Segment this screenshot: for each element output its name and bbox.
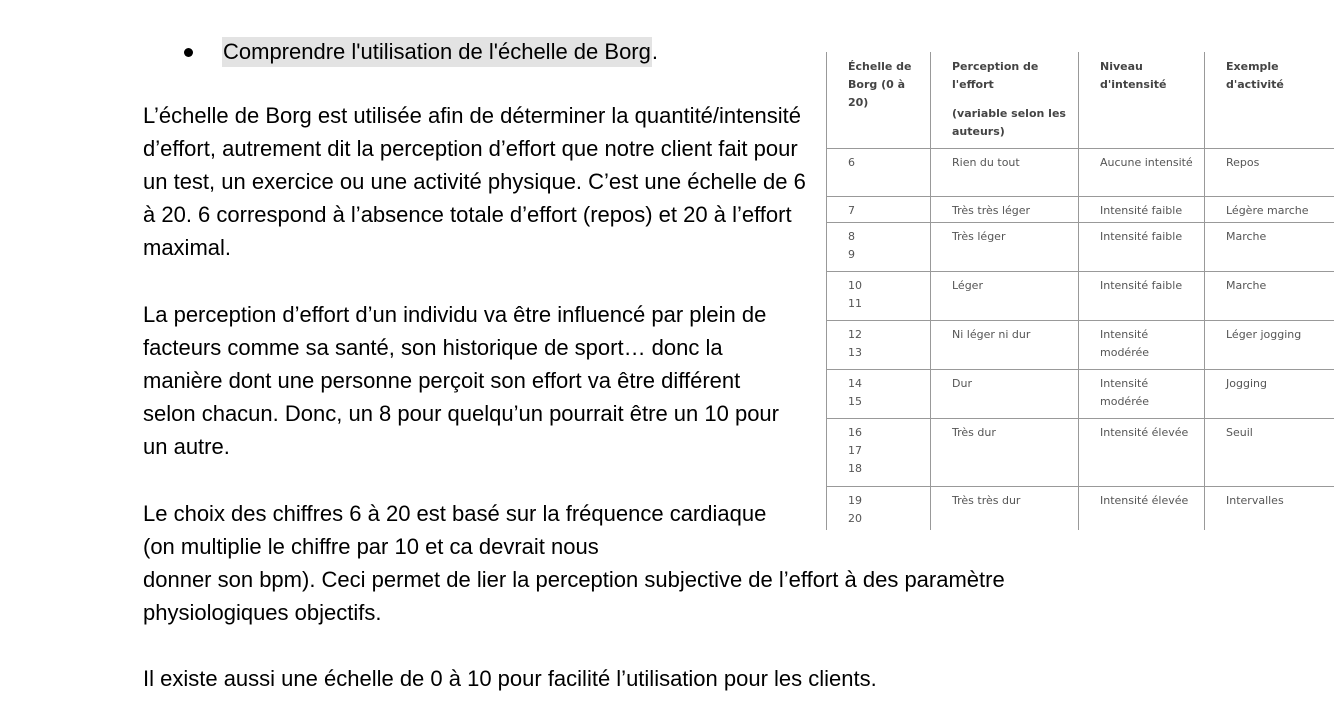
paragraph-borg-definition: L’échelle de Borg est utilisée afin de déterminer la quantité/intensité d’effort, autrement dit la perception d’effort que notre client fait pour un test, un exercice ou une activité physique. C’est une échelle de 6 à 20. 6 correspond à l’absence totale d’effort (repos) et 20 à l’effort maximal. — [143, 103, 806, 260]
bullet-text: Comprendre l'utilisation de l'échelle de Borg — [222, 37, 652, 67]
cell-perception: Très très dur — [931, 487, 1079, 531]
paragraph-heart-rate-part1: Le choix des chiffres 6 à 20 est basé sur la fréquence cardiaque (on multiplie le chiffre par 10 et ca devrait nous — [143, 501, 767, 559]
cell-borg: 19 20 — [827, 487, 931, 531]
cell-intensity: Intensité faible — [1079, 223, 1205, 272]
cell-intensity: Intensité modérée — [1079, 370, 1205, 419]
table-row — [827, 487, 1334, 531]
cell-perception: Très très léger — [931, 197, 1079, 223]
cell-perception: Léger — [931, 272, 1079, 321]
paragraph-perception: La perception d’effort d’un individu va être influencé par plein de facteurs comme sa santé, son historique de sport… donc la manière dont une personne perçoit son effort va être différent selon chacun. Donc, un 8 pour quelqu’un pourrait être un 10 pour un autre. — [143, 302, 779, 459]
header-perception-note: (variable selon les auteurs) — [952, 107, 1066, 138]
table-row — [827, 321, 1334, 370]
cell-perception: Ni léger ni dur — [931, 321, 1079, 370]
header-perception — [931, 52, 1079, 149]
cell-borg: 7 — [827, 197, 931, 223]
borg-scale-table — [826, 52, 1334, 530]
cell-perception: Très dur — [931, 419, 1079, 487]
paragraph-heart-rate-part2: donner son bpm). Ceci permet de lier la perception subjective de l’effort à des paramètre physiologiques objectifs. — [143, 567, 1005, 625]
table-row — [827, 272, 1334, 321]
cell-example: Léger jogging — [1205, 321, 1334, 370]
header-borg: Échelle de Borg (0 à 20) — [827, 52, 931, 149]
cell-example: Légère marche — [1205, 197, 1334, 223]
header-intensity: Niveau d'intensité — [1079, 52, 1205, 149]
cell-perception: Rien du tout — [931, 149, 1079, 197]
table-row — [827, 370, 1334, 419]
paragraph-scale-0-10: Il existe aussi une échelle de 0 à 10 pour facilité l’utilisation pour les clients. — [143, 666, 877, 691]
cell-intensity: Intensité faible — [1079, 197, 1205, 223]
cell-intensity: Intensité faible — [1079, 272, 1205, 321]
table-row — [827, 197, 1334, 223]
cell-intensity: Intensité élevée — [1079, 487, 1205, 531]
cell-borg: 12 13 — [827, 321, 931, 370]
cell-borg: 16 17 18 — [827, 419, 931, 487]
cell-borg: 10 11 — [827, 272, 931, 321]
cell-example: Marche — [1205, 272, 1334, 321]
bullet-heading — [184, 37, 658, 67]
table-row — [827, 223, 1334, 272]
table-header-row — [827, 52, 1334, 149]
cell-intensity: Aucune intensité — [1079, 149, 1205, 197]
cell-example: Repos — [1205, 149, 1334, 197]
cell-perception: Dur — [931, 370, 1079, 419]
bullet-suffix: . — [651, 39, 658, 64]
cell-perception: Très léger — [931, 223, 1079, 272]
cell-example: Jogging — [1205, 370, 1334, 419]
header-perception-label: Perception de l'effort — [952, 60, 1039, 91]
cell-borg: 8 9 — [827, 223, 931, 272]
cell-intensity: Intensité modérée — [1079, 321, 1205, 370]
cell-example: Seuil — [1205, 419, 1334, 487]
cell-example: Marche — [1205, 223, 1334, 272]
bullet-icon — [184, 48, 193, 57]
cell-borg: 6 — [827, 149, 931, 197]
cell-example: Intervalles — [1205, 487, 1334, 531]
header-example: Exemple d'activité — [1205, 52, 1334, 149]
cell-borg: 14 15 — [827, 370, 931, 419]
table-row — [827, 149, 1334, 197]
table-row — [827, 419, 1334, 487]
cell-intensity: Intensité élevée — [1079, 419, 1205, 487]
